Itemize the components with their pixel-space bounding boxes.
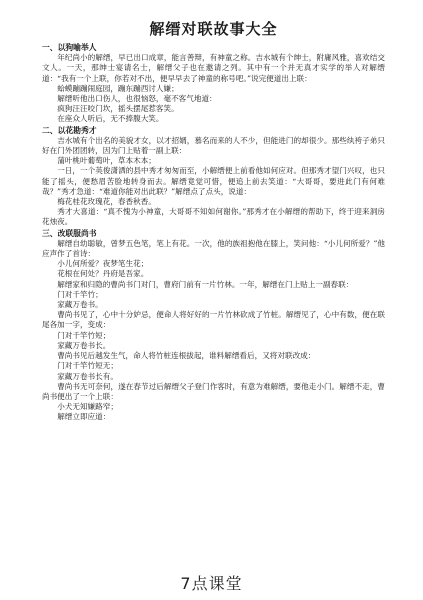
couplet-line: 小儿何所爱？夜梦笔生花； [57, 259, 149, 269]
couplet-line: 门对千竿竹短无； [57, 361, 118, 371]
paragraph: 曹尚书见后越发生气，命人将竹桩连根拔起，谁料解缙看后，又将对联改成： [57, 351, 316, 361]
couplet-line: 蒲叶桃叶葡萄叶，草本木本； [57, 156, 156, 166]
paragraph: 吉水城有个出名的美貌才女，以才招婿，慕名而来的人不少，但能进门的却很少。那些纨袴子弟只好在门外团团转，因为门上贴着一副上联： [42, 135, 385, 156]
paragraph: 一日，一个英俊潇洒的县中秀才匆匆而至，小解缙便上前看他如何应对。但那秀才望门兴叹，也只能了摇头，便愁眉苦脸地转身而去。解缙竟觉可惜，便追上前去笑道：“大哥哥，要进此门有何难哉？”秀才急道：“难道你能对出此联？”解缙点了点头，说道： [42, 166, 385, 196]
section-heading: 二、以花勘秀才 [42, 125, 97, 135]
couplet-line: 家藏万卷书。 [57, 300, 103, 310]
paragraph: 在座众人听后，无不捧腹大笑。 [57, 114, 164, 124]
page-title: 解缙对联故事大全 [149, 20, 278, 38]
watermark-logo: 7点课堂 [180, 574, 243, 593]
document-body [42, 43, 385, 423]
paragraph: 解缙立即应道： [57, 412, 111, 422]
couplet-line: 梅花桂花玫瑰花，春香秋香。 [57, 197, 156, 207]
paragraph: 解缙听他出口伤人，也很恼怒，毫不客气地道： [57, 94, 217, 104]
couplet-line: 疯狗汪汪咬门坎，摇头摆尾惹客笑。 [57, 104, 179, 114]
couplet-line: 蛤蟆蹦蹦闹庭园，蹦东蹦西讨人嫌； [57, 83, 179, 93]
couplet-line: 家藏万卷书长有。 [57, 371, 118, 381]
paragraph: 解缙家和归隐的曹尚书门对门，曹府门前有一片竹林。一年，解缙在门上贴上一副春联： [57, 279, 354, 289]
couplet-line: 花根在何处？丹府是吾家。 [57, 269, 149, 279]
couplet-line: 门对千竿竹短； [57, 330, 111, 340]
paragraph: 解缙自幼聪敏，曾梦五色笔，笔上有花。一次，他的族祖抱他在膝上，笑问他：“小儿何所爱？”他应声作了首诗： [42, 238, 385, 259]
couplet-line: 门对千竿竹； [57, 289, 103, 299]
couplet-line: 家藏万卷书长。 [57, 340, 111, 350]
paragraph: 曹尚书见了，心中十分妒忌，便命人将好好的一片竹林砍成了竹桩。解缙见了，心中有数，便在联尾各加一字，变成： [42, 310, 385, 330]
paragraph: 年纪尚小的解缙，早已出口成章，能言善辩，有神童之称。吉水城有个绅士，附庸风雅，喜欢结交文人。一天，那绅士宴请名士，解缙父子也在邀请之列。其中有一个并无真才实学的举人对解缙道：“我有一个上联，你若对不出，便早早去了神童的称号吧。”说完便道出上联： [42, 53, 385, 83]
paragraph: 秀才大喜道：“真不愧为小神童，大哥哥不知如何谢你。”那秀才在小解缙的帮助下，终于迎来洞房花烛夜。 [42, 207, 385, 227]
couplet-line: 小犬无知嫌路窄； [57, 402, 118, 412]
paragraph: 曹尚书无可奈何，遂在春节过后解缙父子登门作客时，有意为难解缙，要他走小门。解缙不走，曹尚书便出了一个上联： [42, 381, 385, 401]
section-heading: 三、改联服尚书 [42, 228, 97, 238]
section-heading: 一、以狗喻举人 [42, 43, 97, 52]
